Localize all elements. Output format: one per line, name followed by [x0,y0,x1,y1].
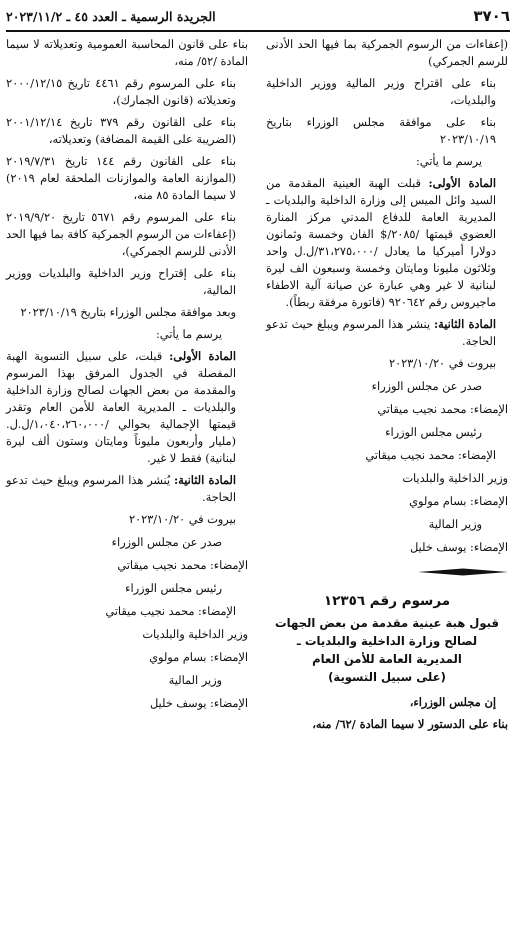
place-date: بيروت في ٢٠٢٣/١٠/٢٠ [388,357,496,370]
signature-1: الإمضاء: محمد نجيب ميقاتي [117,559,248,572]
clause-6: بناء على إقتراح وزير الداخلية والبلديات ووزير المالية، [6,267,236,297]
approval-clause: بناء على موافقة مجلس الوزراء بتاريخ ٢٠٢٣/١٠/١٩ [266,116,496,146]
decrees-line: يرسم ما يأتي: [416,155,482,168]
article-1-label: المادة الأولى: [169,349,236,363]
article-2-label: المادة الثانية: [174,473,237,487]
interior-title: وزير الداخلية والبلديات [402,472,508,485]
constitution-clause: بناء على الدستور لا سيما المادة /٦٢/ منه، [312,717,508,731]
pm-title: رئيس مجلس الوزراء [385,426,482,439]
clause-4: بناء على القانون رقم ١٤٤ تاريخ ٢٠١٩/٧/٣١ (الموازنة العامة والموازنات الملحقة لعام ٢٠١٩) لا سيما المادة ٨٥ منه، [6,155,236,202]
signature-3: الإمضاء: بسام مولوي [409,495,508,508]
signature-3: الإمضاء: بسام مولوي [149,651,248,664]
left-column [6,36,248,718]
article-1 [6,348,248,467]
article-1-label: المادة الأولى: [428,176,496,190]
clause-3: بناء على القانون رقم ٣٧٩ تاريخ ٢٠٠١/١٢/١٤ (الضريبة على القيمة المضافة) وتعديلاته، [6,116,236,146]
signature-block [266,355,508,556]
decree-subject-3: المديرية العامة للأمن العام [312,652,462,666]
right-column [266,36,508,738]
gazette-title: الجريدة الرسمية ـ العدد ٤٥ ـ ٢٠٢٣/١١/٢ [6,8,216,24]
article-2-label: المادة الثانية: [434,317,497,331]
decrees-line: يرسم ما يأتي: [156,328,222,341]
council-line: إن مجلس الوزراء، [409,695,496,709]
place-date: بيروت في ٢٠٢٣/١٠/٢٠ [128,513,236,526]
article-2 [266,316,508,350]
signature-4: الإمضاء: يوسف خليل [150,697,248,710]
pm-title: رئيس مجلس الوزراء [125,582,222,595]
decree-subject-1: قبول هبة عينية مقدمة من بعض الجهات [275,616,499,630]
article-2-text: ينشر هذا المرسوم ويبلغ حيث تدعو الحاجة. [266,318,496,348]
signature-1: الإمضاء: محمد نجيب ميقاتي [377,403,508,416]
signature-block [6,511,248,712]
finance-title: وزير المالية [428,518,482,531]
signature-2: الإمضاء: محمد نجيب ميقاتي [365,449,496,462]
clause-2: بناء على المرسوم رقم ٤٤٦١ تاريخ ٢٠٠٠/١٢/١٥ وتعديلاته (قانون الجمارك)، [6,77,236,107]
interior-title: وزير الداخلية والبلديات [142,628,248,641]
decree-subject-4: (على سبيل التسوية) [328,670,446,684]
article-1-text: قبلت، على سبيل التسوية الهبة المفصلة في الجدول المرفق بهذا المرسوم والمقدمة من بعض الجهات لصالح وزارة الداخلية والبلديات ـ المديرية العامة للأمن العام وتقدر قيمتها الإجمالية بحوالي /١،٠٤٠،٢٦٠،٠٠٠/ل.ل. (مليار وأربعون مليوناً ومايتان وستون ألف ليرة لبنانية) فقط لا غير. [6,350,236,465]
ornament-divider [418,568,508,576]
article-2 [6,472,248,506]
proposal-clause: بناء على اقتراح وزير المالية ووزير الداخلية والبلديات، [266,77,496,107]
clause-1: بناء على قانون المحاسبة العمومية وتعديلاته لا سيما المادة /٥٢/ منه، [6,38,248,68]
finance-title: وزير المالية [168,674,222,687]
clause-7: وبعد موافقة مجلس الوزراء بتاريخ ٢٠٢٣/١٠/١٩ [20,306,236,319]
page-number: ٣٧٠٦ [473,7,510,25]
decree-subject-2: لصالح وزارة الداخلية والبلديات ـ [296,634,478,648]
clause-5: بناء على المرسوم رقم ٥٦٧١ تاريخ ٢٠١٩/٩/٢٠ (إعفاءات من الرسوم الجمركية كافة بما فيها الحد الأدنى للرسم الجمركي)، [6,211,236,258]
header-rule [6,30,510,32]
issued-by: صدر عن مجلس الوزراء [111,536,222,549]
decree-number: مرسوم رقم ١٢٣٥٦ [323,593,451,609]
article-1-text: قبلت الهبة العينية المقدمة من السيد وائل الميس إلى وزارة الداخلية والبلديات ـ المديرية العامة للدفاع المدني مركز المنارة العضوي قيمتها /٢٠٨٥/$ الفان وخمسة وثمانون دولارا أميركيا ما يعادل /٣١،٢٧٥،٠٠٠/ل.ل واحد وثلاثون مليونا ومايتان وخمسة وسبعون الف ليرة لبنانية لا غير وهي عبارة عن صيانة آلية الاطفاء ماجيروس رقم ٩٢٠٦٤٢ (فاتورة مرفقة ربطاً). [266,177,496,309]
issued-by: صدر عن مجلس الوزراء [371,380,482,393]
article-2-text: يُنشر هذا المرسوم ويبلغ حيث تدعو الحاجة. [6,474,236,504]
continuation-text: (إعفاءات من الرسوم الجمركية بما فيها الحد الأدنى للرسم الجمركي) [266,38,508,68]
signature-4: الإمضاء: يوسف خليل [410,541,508,554]
signature-2: الإمضاء: محمد نجيب ميقاتي [105,605,236,618]
page-header [6,4,510,28]
article-1 [266,175,508,311]
